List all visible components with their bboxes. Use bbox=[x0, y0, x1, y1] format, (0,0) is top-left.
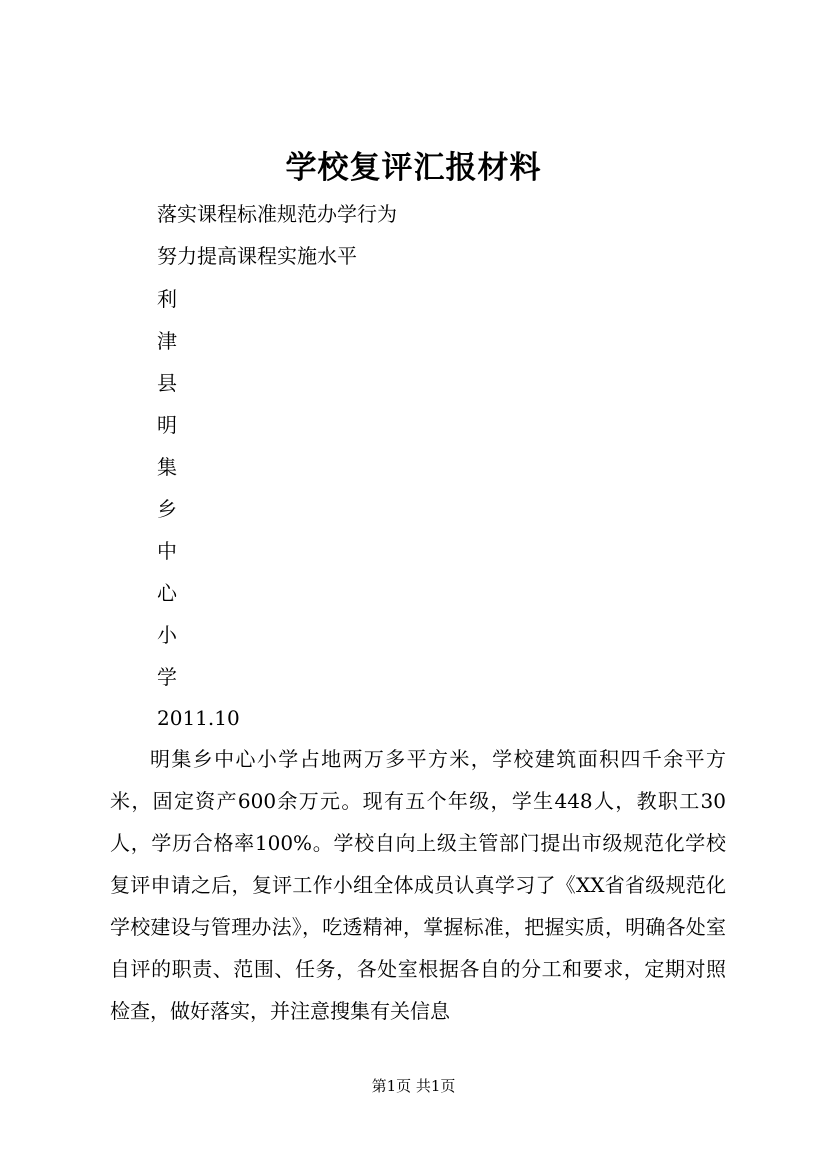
vertical-char: 中 bbox=[157, 539, 177, 563]
document-title: 学校复评汇报材料 bbox=[285, 150, 542, 186]
subtitle-line-2: 努力提高课程实施水平 bbox=[157, 244, 357, 268]
vertical-char: 利 bbox=[157, 287, 177, 311]
vertical-char: 集 bbox=[157, 455, 177, 479]
document-date: 2011.10 bbox=[157, 706, 240, 730]
vertical-char: 津 bbox=[157, 329, 177, 353]
subtitle-line-1: 落实课程标准规范办学行为 bbox=[157, 202, 397, 226]
vertical-char: 乡 bbox=[157, 497, 177, 521]
body-paragraph: 明集乡中心小学占地两万多平方米，学校建筑面积四千余平方米，固定资产600余万元。现有五个年级，学生448人，教职工30人，学历合格率100%。学校自向上级主管部门提出市级规范化学校复评申请之后，复评工作小组全体成员认真学习了《XX省省级规范化学校建设与管理办法》，吃透精神，掌握标准，把握实质，明确各处室自评的职责、范围、任务，各处室根据各自的分工和要求，定期对照检查，做好落实，并注意搜集有关信息 bbox=[110, 747, 726, 1023]
vertical-char: 学 bbox=[157, 665, 177, 689]
vertical-char: 县 bbox=[157, 371, 177, 395]
vertical-char: 小 bbox=[157, 623, 177, 647]
vertical-char: 明 bbox=[157, 413, 177, 437]
page-footer: 第1页 共1页 bbox=[371, 1077, 456, 1095]
vertical-char: 心 bbox=[157, 581, 177, 605]
